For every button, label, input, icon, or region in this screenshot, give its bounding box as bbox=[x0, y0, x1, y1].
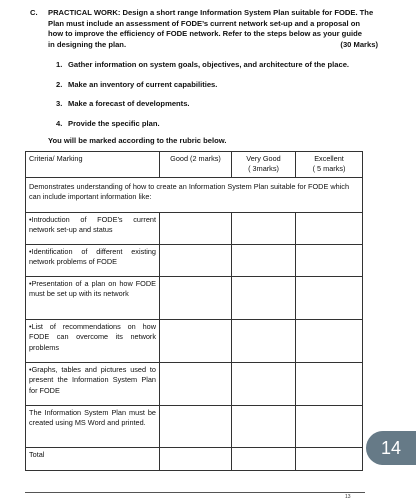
step-number: 3. bbox=[56, 99, 63, 109]
step-number: 1. bbox=[56, 60, 63, 69]
rubric-criterion: • Introduction of FODE’s current network set-up and status bbox=[26, 212, 160, 244]
rubric-total-row bbox=[26, 447, 363, 470]
footer-divider bbox=[25, 492, 365, 493]
step-number: 4. bbox=[56, 118, 63, 128]
rubric-cell-very-good bbox=[232, 362, 296, 405]
section-instructions bbox=[48, 8, 384, 50]
page-number-badge: 14 bbox=[366, 431, 416, 465]
rubric-cell-good bbox=[160, 212, 232, 244]
step-text: Make an inventory of current capabilities. bbox=[68, 79, 218, 89]
step-item bbox=[56, 60, 349, 80]
rubric-criterion: • Identification of different existing network problems of FODE bbox=[26, 244, 160, 276]
rubric-cell-very-good bbox=[232, 319, 296, 362]
step-text: Gather information on system goals, objectives, and architecture of the place. bbox=[68, 60, 350, 69]
step-item bbox=[56, 80, 349, 100]
instructions-line-1: PRACTICAL WORK: Design a short range Information System Plan suitable for FODE. The bbox=[48, 8, 374, 17]
rubric-cell-good bbox=[160, 362, 232, 405]
header-excellent-label: Excellent bbox=[314, 154, 344, 163]
header-very-good-marks: ( 3marks) bbox=[248, 164, 279, 174]
rubric-row bbox=[26, 244, 363, 276]
rubric-cell-very-good bbox=[232, 212, 296, 244]
rubric-header-row bbox=[26, 152, 363, 178]
rubric-intro-row bbox=[26, 177, 363, 212]
header-very-good-label: Very Good bbox=[246, 154, 281, 163]
rubric-table bbox=[25, 151, 363, 471]
rubric-criterion: • Presentation of a plan on how FODE must be set up with its network bbox=[26, 276, 160, 319]
rubric-cell-excellent bbox=[296, 212, 363, 244]
footer-page-number: 13 bbox=[345, 494, 351, 500]
rubric-cell-good bbox=[160, 319, 232, 362]
rubric-cell-excellent bbox=[296, 362, 363, 405]
header-very-good bbox=[232, 152, 296, 178]
instructions-line-2: Plan must include an assessment of FODE’s current network set-up and a proposal on bbox=[48, 18, 360, 28]
rubric-row bbox=[26, 212, 363, 244]
header-good: Good (2 marks) bbox=[160, 152, 232, 178]
rubric-row bbox=[26, 405, 363, 447]
rubric-cell-excellent bbox=[296, 244, 363, 276]
rubric-total-good bbox=[160, 447, 232, 470]
rubric-cell-excellent bbox=[296, 405, 363, 447]
steps-list bbox=[56, 60, 349, 138]
rubric-cell-excellent bbox=[296, 319, 363, 362]
header-criteria: Criteria/ Marking bbox=[26, 152, 160, 178]
rubric-cell-very-good bbox=[232, 405, 296, 447]
rubric-total-excellent bbox=[296, 447, 363, 470]
rubric-criterion: The Information System Plan must be created using MS Word and printed. bbox=[26, 405, 160, 447]
rubric-cell-excellent bbox=[296, 276, 363, 319]
rubric-intro: You will be marked according to the rubric below. bbox=[48, 136, 227, 145]
rubric-total-very-good bbox=[232, 447, 296, 470]
step-text: Make a forecast of developments. bbox=[68, 99, 190, 109]
rubric-row bbox=[26, 319, 363, 362]
rubric-cell-good bbox=[160, 244, 232, 276]
rubric-total-label: Total bbox=[26, 447, 160, 470]
header-excellent bbox=[296, 152, 363, 178]
rubric-row bbox=[26, 362, 363, 405]
step-number: 2. bbox=[56, 79, 63, 89]
rubric-criterion: • List of recommendations on how FODE can overcome its network problems bbox=[26, 319, 160, 362]
header-excellent-marks: ( 5 marks) bbox=[312, 164, 346, 174]
rubric-intro-cell: Demonstrates understanding of how to create an Information System Plan suitable for FODE which can include important information like: bbox=[26, 177, 363, 212]
section-letter: C. bbox=[30, 8, 38, 17]
rubric-row bbox=[26, 276, 363, 319]
section-marks: (30 Marks) bbox=[340, 39, 378, 49]
rubric-cell-very-good bbox=[232, 244, 296, 276]
rubric-cell-very-good bbox=[232, 276, 296, 319]
rubric-cell-good bbox=[160, 405, 232, 447]
instructions-line-3: how to improve the efficiency of FODE network. Refer to the steps below as your guide bbox=[48, 29, 362, 39]
step-item bbox=[56, 99, 349, 119]
rubric-criterion: • Graphs, tables and pictures used to present the Information System Plan for FODE bbox=[26, 362, 160, 405]
instructions-line-4: in designing the plan. bbox=[48, 39, 127, 49]
step-text: Provide the specific plan. bbox=[68, 118, 160, 128]
rubric-cell-good bbox=[160, 276, 232, 319]
